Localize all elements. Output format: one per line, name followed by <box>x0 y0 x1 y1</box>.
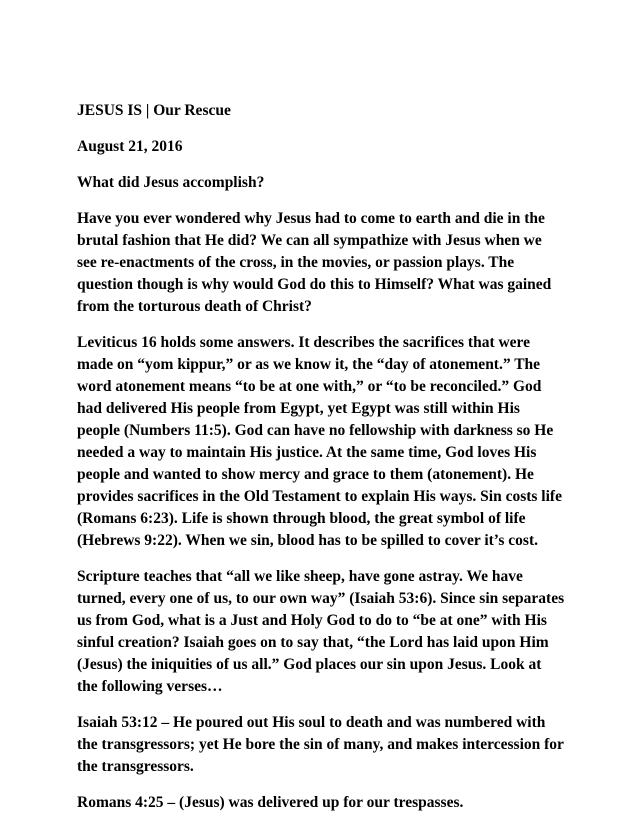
document-body <box>77 100 565 828</box>
document-title: JESUS IS | Our Rescue <box>77 102 231 119</box>
document-question: What did Jesus accomplish? <box>77 174 265 191</box>
paragraph: Romans 4:25 – (Jesus) was delivered up for our trespasses. <box>77 794 464 811</box>
paragraph: Leviticus 16 holds some answers. It describes the sacrifices that were made on “yom kippur,” or as we know it, the “day of atonement.” The word atonement means “to be at one with,” or “to be reconciled.” God had delivered His people from Egypt, yet Egypt was still within His people (Numbers 11:5). God can have no fellowship with darkness so He needed a way to maintain His justice. At the same time, God loves His people and wanted to show mercy and grace to them (atonement). He provides sacrifices in the Old Testament to explain His ways. Sin costs life (Romans 6:23). Life is shown through blood, the great symbol of life (Hebrews 9:22). When we sin, blood has to be spilled to cover it’s cost. <box>77 334 562 549</box>
paragraph: Scripture teaches that “all we like sheep, have gone astray. We have turned, every one of us, to our own way” (Isaiah 53:6). Since sin separates us from God, what is a Just and Holy God to do to “be at one” with His sinful creation? Isaiah goes on to say that, “the Lord has laid upon Him (Jesus) the iniquities of us all.” God places our sin upon Jesus. Look at the following verses… <box>77 568 565 695</box>
document-date: August 21, 2016 <box>77 138 183 155</box>
paragraph: Have you ever wondered why Jesus had to come to earth and die in the brutal fashion that He did? We can all sympathize with Jesus when we see re-enactments of the cross, in the movies, or passion plays. The question though is why would God do this to Himself? What was gained from the torturous death of Christ? <box>77 210 552 315</box>
paragraph: Isaiah 53:12 – He poured out His soul to death and was numbered with the transgressors; yet He bore the sin of many, and makes intercession for the transgressors. <box>77 714 564 775</box>
